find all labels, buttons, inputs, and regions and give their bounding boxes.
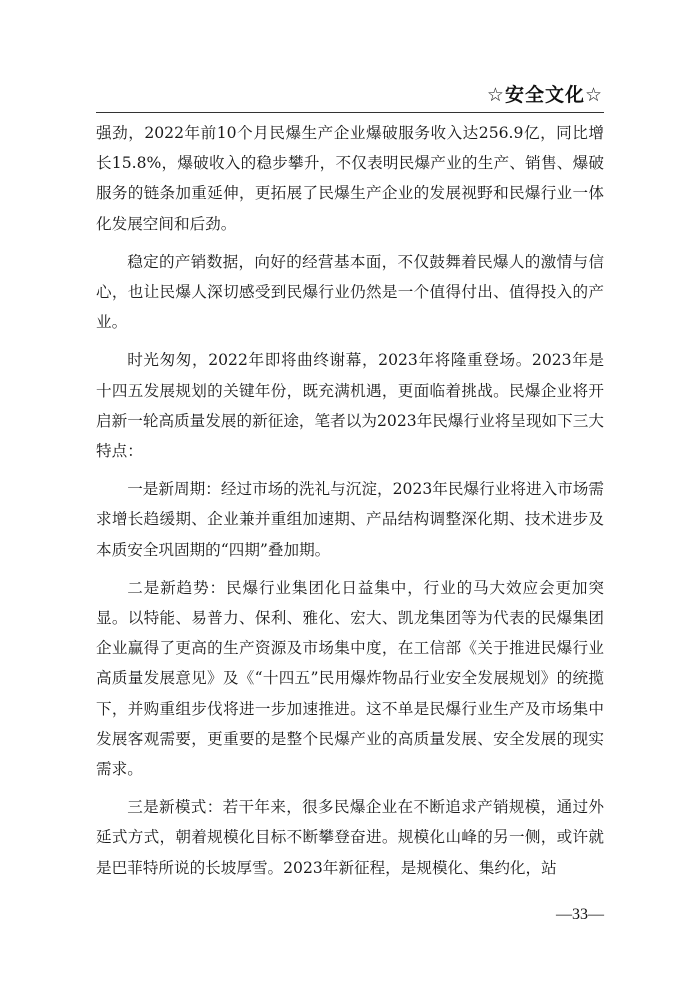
paragraph-continuation: 强劲，2022年前10个月民爆生产企业爆破服务收入达256.9亿，同比增长15.8%，爆破收入的稳步攀升，不仅表明民爆产业的生产、销售、爆破服务的链条加重延伸，更拓展了民爆生产企业的发展视野和民爆行业一体化发展空间和后劲。 [96, 124, 604, 233]
paragraph: 稳定的产销数据，向好的经营基本面，不仅鼓舞着民爆人的激情与信心，也让民爆人深切感受到民爆行业仍然是一个值得付出、值得投入的产业。 [96, 252, 604, 332]
running-header: ☆安全文化☆ [486, 84, 603, 106]
paragraph: 时光匆匆，2022年即将曲终谢幕，2023年将隆重登场。2023年是十四五发展规划的关键年份，既充满机遇，更面临着挑战。民爆企业将开启新一轮高质量发展的新征途，笔者以为2023年民爆行业将呈现如下三大特点： [96, 351, 604, 461]
paragraph: 三是新模式：若干年来，很多民爆企业在不断追求产销规模，通过外延式方式，朝着规模化目标不断攀登奋进。规模化山峰的另一侧，或许就是巴菲特所说的长坡厚雪。2023年新征程，是规模化、集约化，站 [96, 798, 604, 877]
header-rule [96, 112, 604, 113]
paragraph: 二是新趋势：民爆行业集团化日益集中，行业的马大效应会更加突显。以特能、易普力、保利、雅化、宏大、凯龙集团等为代表的民爆集团企业赢得了更高的生产资源及市场集中度，在工信部《关于推进民爆行业高质量发展意见》及《“十四五”民用爆炸物品行业安全发展规划》的统揽下，并购重组步伐将进一步加速推进。这不单是民爆行业生产及市场集中发展客观需要，更重要的是整个民爆产业的高质量发展、安全发展的现实需求。 [96, 578, 604, 779]
page-number: —33— [556, 906, 604, 923]
paragraph: 一是新周期：经过市场的洗礼与沉淀，2023年民爆行业将进入市场需求增长趋缓期、企业兼并重组加速期、产品结构调整深化期、技术进步及本质安全巩固期的“四期”叠加期。 [96, 480, 604, 559]
article-body [96, 118, 604, 891]
